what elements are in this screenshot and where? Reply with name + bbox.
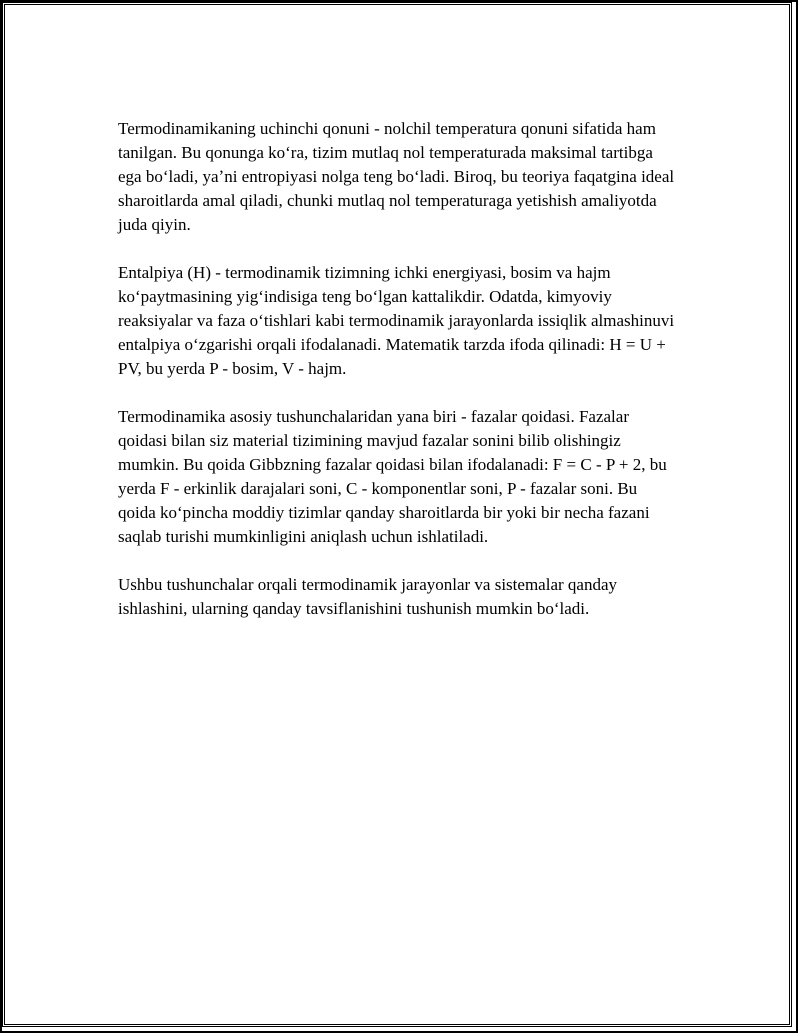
paragraph-third-law: Termodinamikaning uchinchi qonuni - nolchil temperatura qonuni sifatida ham tanilgan. Bu qonunga koʻra, tizim mutlaq nol temperaturada maksimal tartibga ega boʻladi, yaʼni entropiyasi nolga teng boʻladi. Biroq, bu teoriya faqatgina ideal sharoitlarda amal qiladi, chunki mutlaq nol temperaturaga yetishish amaliyotda juda qiyin. (118, 119, 675, 234)
paragraph-enthalpy: Entalpiya (H) - termodinamik tizimning ichki energiyasi, bosim va hajm koʻpaytmasining yigʻindisiga teng boʻlgan kattalikdir. Odatda, kimyoviy reaksiyalar va faza oʻtishlari kabi termodinamik jarayonlarda issiqlik almashinuvi entalpiya oʻzgarishi orqali ifodalanadi. Matematik tarzda ifoda qilinadi: H = U + PV, bu yerda P - bosim, V - hajm. (118, 263, 675, 378)
document-body (118, 117, 678, 645)
paragraph-phase-rule: Termodinamika asosiy tushunchalaridan yana biri - fazalar qoidasi. Fazalar qoidasi bilan siz material tizimining mavjud fazalar sonini bilib olishingiz mumkin. Bu qoida Gibbzning fazalar qoidasi bilan ifodalanadi: F = C - P + 2, bu yerda F - erkinlik darajalari soni, C - komponentlar soni, P - fazalar soni. Bu qoida koʻpincha moddiy tizimlar qanday sharoitlarda bir yoki bir necha fazani saqlab turishi mumkinligini aniqlash uchun ishlatiladi. (118, 407, 667, 546)
paragraph-conclusion: Ushbu tushunchalar orqali termodinamik jarayonlar va sistemalar qanday ishlashini, ularning qanday tavsiflanishini tushunish mumkin boʻladi. (118, 575, 617, 618)
